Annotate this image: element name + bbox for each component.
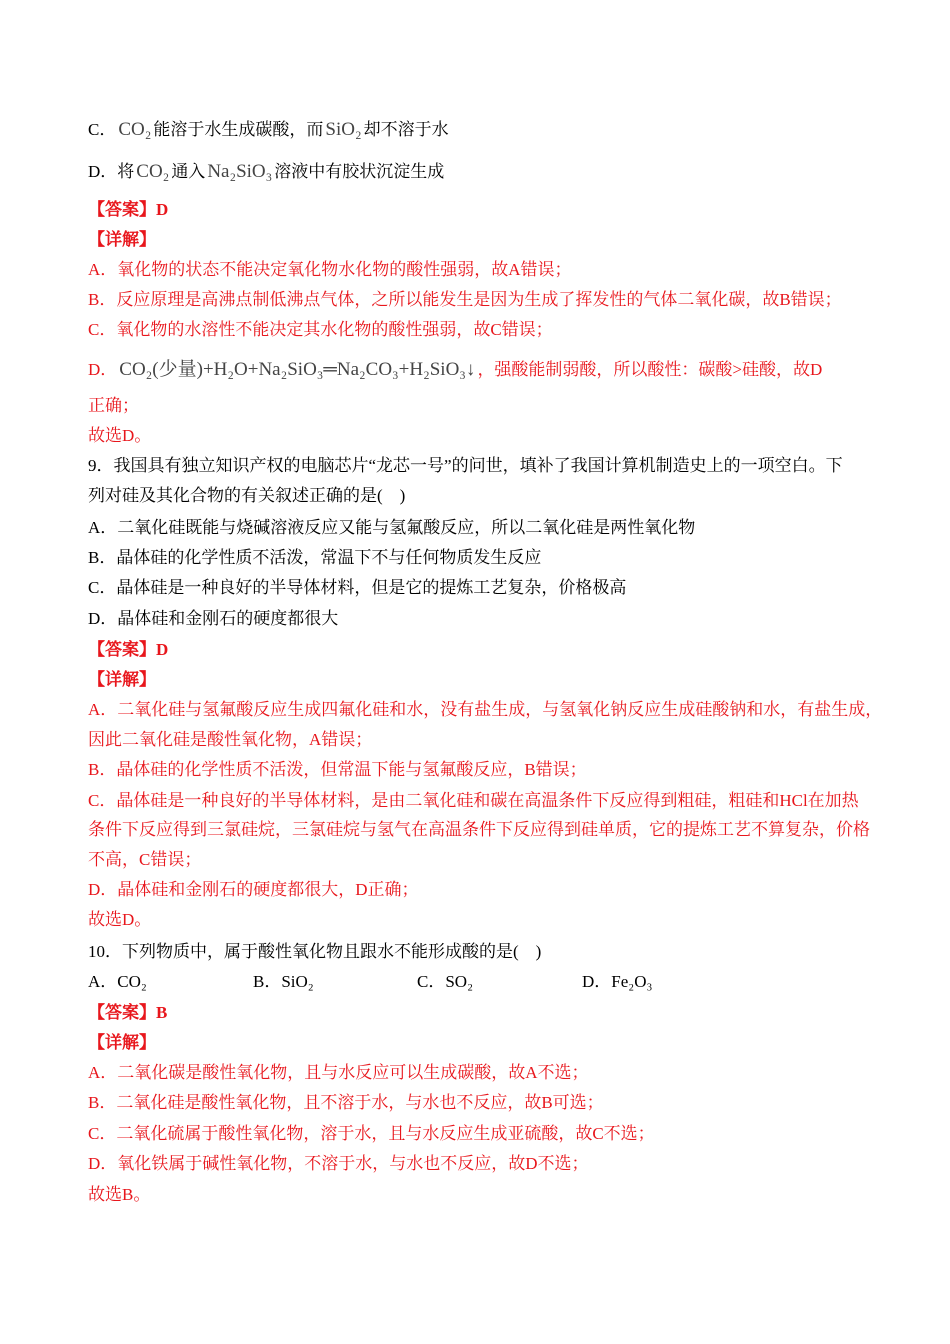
- q8-explain-line: 正确；: [88, 396, 139, 415]
- explain-label: D．: [88, 360, 118, 379]
- q10-explain-line: A．二氧化碳是酸性氧化物，且与水反应可以生成碳酸，故A不选；: [88, 1063, 589, 1082]
- q10-option-a: A．CO₂: [88, 972, 147, 991]
- q8-explain-line: C．氧化物的水溶性不能决定其水化物的酸性强弱，故C错误；: [88, 320, 553, 339]
- option-text: 却不溶于水: [363, 120, 449, 139]
- q9-stem: 9．我国具有独立知识产权的电脑芯片“龙芯一号”的问世，填补了我国计算机制造史上的一项空白。下: [88, 456, 843, 475]
- q9-explain-title: 【详解】: [88, 670, 156, 689]
- q10-answer: 【答案】B: [88, 1003, 168, 1022]
- q9-option-c: C．晶体硅是一种良好的半导体材料，但是它的提炼工艺复杂，价格极高: [88, 578, 627, 597]
- q10-stem: 10．下列物质中，属于酸性氧化物且跟水不能形成酸的是( ): [88, 942, 542, 961]
- q9-option-b: B．晶体硅的化学性质不活泼，常温下不与任何物质发生反应: [88, 548, 542, 567]
- q9-explain-line: 不高，C错误；: [88, 850, 202, 869]
- q9-conclusion: 故选D。: [88, 910, 152, 929]
- formula: SiO₂: [325, 119, 362, 140]
- q8-option-c: [88, 118, 449, 142]
- chemical-equation: CO₂(少量)+H₂O+Na₂SiO₃═Na₂CO₃+H₂SiO₃↓: [119, 359, 476, 380]
- q10-explain-line: C．二氧化硫属于酸性氧化物，溶于水，且与水反应生成亚硫酸，故C不选；: [88, 1124, 655, 1143]
- q10-explain-line: D．氧化铁属于碱性氧化物，不溶于水，与水也不反应，故D不选；: [88, 1154, 589, 1173]
- q9-explain-line: B．晶体硅的化学性质不活泼，但常温下能与氢氟酸反应，B错误；: [88, 760, 587, 779]
- q8-option-d: [88, 160, 444, 184]
- q10-explain-title: 【详解】: [88, 1033, 156, 1052]
- q9-answer: 【答案】D: [88, 640, 169, 659]
- formula: CO₂: [118, 119, 152, 140]
- option-text: 通入: [171, 162, 206, 181]
- option-label: C．: [88, 120, 117, 139]
- q9-explain-line: 因此二氧化硅是酸性氧化物，A错误；: [88, 730, 373, 749]
- q8-explain-line: A．氧化物的状态不能决定氧化物水化物的酸性强弱，故A错误；: [88, 260, 572, 279]
- q9-explain-line: C．晶体硅是一种良好的半导体材料，是由二氧化硅和碳在高温条件下反应得到粗硅，粗硅和HCl在加热: [88, 791, 859, 810]
- q9-explain-line: A．二氧化硅与氢氟酸反应生成四氟化硅和水，没有盐生成，与氢氧化钠反应生成硅酸钠和水，有盐生成，: [88, 700, 883, 719]
- q10-explain-line: B．二氧化硅是酸性氧化物，且不溶于水，与水也不反应，故B可选；: [88, 1093, 604, 1112]
- explain-text: ，强酸能制弱酸，所以酸性：碳酸>硅酸，故D: [477, 360, 823, 379]
- formula: Na₂SiO₃: [207, 161, 273, 182]
- q10-option-b: B．SiO₂: [253, 972, 314, 991]
- q9-explain-line: D．晶体硅和金刚石的硬度都很大，D正确；: [88, 880, 419, 899]
- q10-conclusion: 故选B。: [88, 1185, 151, 1204]
- q9-option-a: A．二氧化硅既能与烧碱溶液反应又能与氢氟酸反应，所以二氧化硅是两性氧化物: [88, 518, 696, 537]
- q10-option-c: C．SO₂: [417, 972, 473, 991]
- option-text: 能溶于水生成碳酸，而: [153, 120, 324, 139]
- option-text: 溶液中有胶状沉淀生成: [274, 162, 445, 181]
- q9-explain-line: 条件下反应得到三氯硅烷，三氯硅烷与氢气在高温条件下反应得到硅单质，它的提炼工艺不算复杂，价格: [88, 820, 870, 839]
- q9-stem: 列对硅及其化合物的有关叙述正确的是( ): [88, 486, 406, 505]
- q8-explain-d: [88, 358, 822, 382]
- q8-explain-title: 【详解】: [88, 230, 156, 249]
- option-label: D．将: [88, 162, 135, 181]
- formula: CO₂: [136, 161, 170, 182]
- q8-explain-line: B．反应原理是高沸点制低沸点气体，之所以能发生是因为生成了挥发性的气体二氧化碳，故B错误；: [88, 290, 842, 309]
- q10-option-d: D．Fe₂O₃: [582, 972, 653, 991]
- q8-conclusion: 故选D。: [88, 426, 152, 445]
- q9-option-d: D．晶体硅和金刚石的硬度都很大: [88, 609, 339, 628]
- q8-answer: 【答案】D: [88, 200, 169, 219]
